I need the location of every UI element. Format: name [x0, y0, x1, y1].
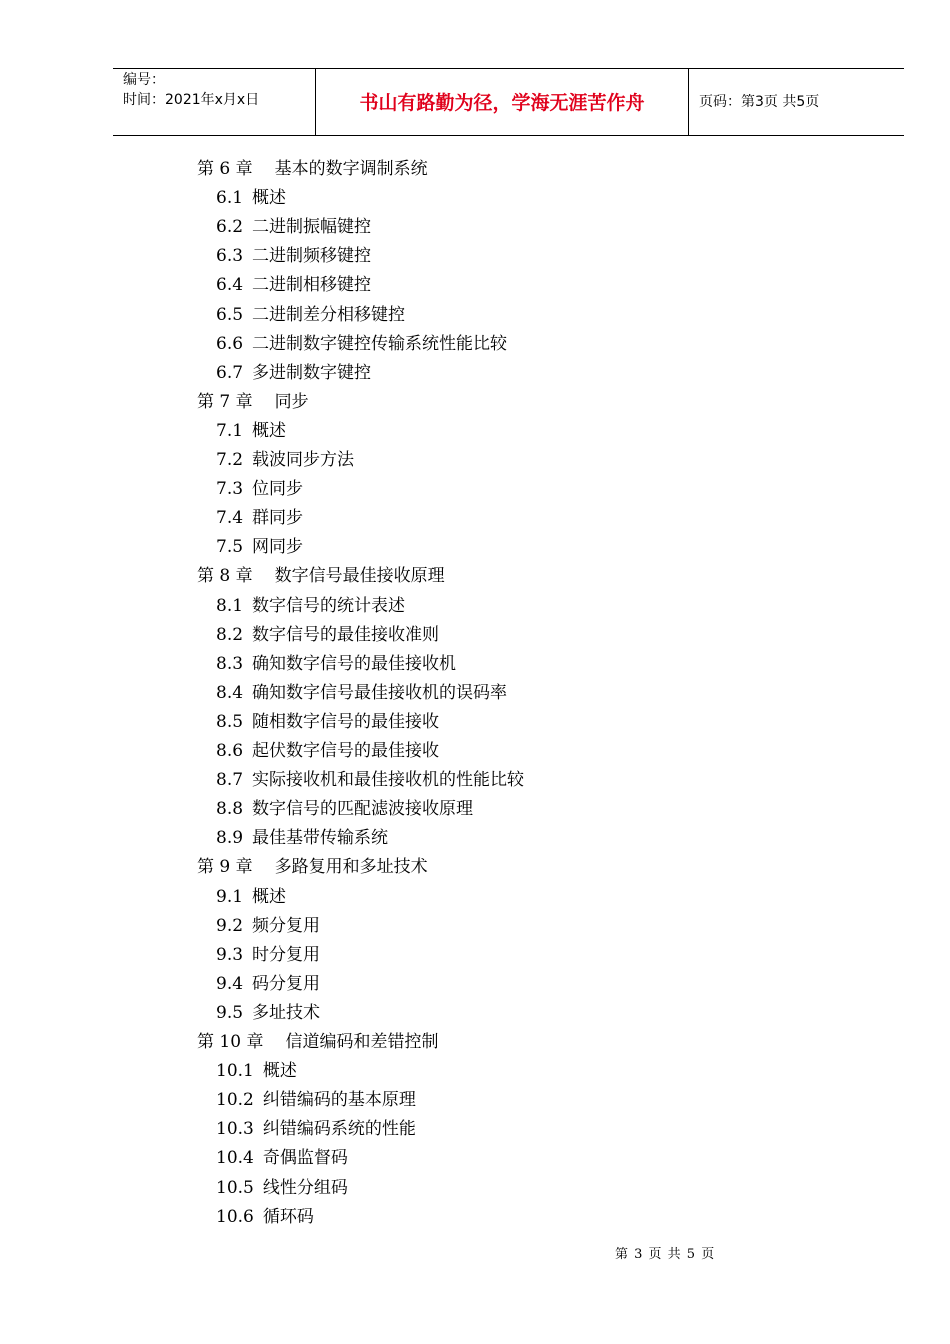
- toc-section-item: [216, 504, 303, 533]
- section-number: 7.2: [216, 450, 244, 470]
- chapter-number: 第 9 章: [197, 857, 253, 878]
- toc-section-item: [216, 941, 320, 970]
- toc-section-item: [216, 1174, 348, 1203]
- section-title: 概述: [262, 1061, 297, 1082]
- section-number: 9.1: [216, 886, 244, 907]
- chapter-number: 第 8 章: [197, 566, 253, 587]
- toc-section-item: [216, 533, 303, 562]
- toc-section-item: [216, 912, 320, 941]
- chapter-title: 基本的数字调制系统: [274, 159, 428, 179]
- section-number: 10.5: [216, 1177, 254, 1198]
- toc-section-item: [216, 475, 303, 504]
- section-number: 6.5: [216, 304, 244, 325]
- section-title: 概述: [252, 886, 287, 907]
- section-number: 7.4: [216, 508, 244, 529]
- section-title: 时分复用: [252, 944, 321, 965]
- toc-chapter-heading: [197, 853, 428, 882]
- toc-chapter-heading: [197, 1028, 438, 1057]
- toc-section-item: [216, 359, 371, 388]
- toc-section-item: [216, 592, 405, 621]
- chapter-title: 信道编码和差错控制: [285, 1032, 439, 1052]
- toc-chapter-heading: [197, 155, 428, 184]
- toc-section-item: [216, 417, 286, 446]
- section-number: 10.6: [216, 1206, 254, 1227]
- section-title: 网同步: [252, 537, 304, 558]
- section-title: 概述: [252, 420, 287, 441]
- header-meta-cell: [113, 69, 315, 135]
- section-title: 二进制振幅键控: [252, 217, 372, 238]
- section-number: 10.1: [216, 1061, 254, 1082]
- page-footer: 第 3 页 共 5 页: [615, 1247, 716, 1262]
- toc-section-item: [216, 1057, 297, 1086]
- section-title: 二进制频移键控: [252, 246, 372, 267]
- section-number: 8.6: [216, 741, 244, 761]
- section-title: 确知数字信号最佳接收机的误码率: [252, 682, 508, 703]
- section-number: 9.5: [216, 1002, 244, 1023]
- section-title: 载波同步方法: [252, 450, 355, 470]
- toc-section-item: [216, 301, 405, 330]
- toc-section-item: [216, 883, 286, 912]
- section-title: 二进制数字键控传输系统性能比较: [252, 333, 508, 354]
- section-title: 循环码: [262, 1206, 314, 1227]
- chapter-title: 多路复用和多址技术: [274, 857, 428, 878]
- document-number-label: 编号：: [123, 72, 165, 88]
- section-number: 8.1: [216, 595, 244, 616]
- toc-section-item: [216, 184, 286, 213]
- toc-section-item: [216, 737, 439, 766]
- header-page-number: 页码：第3页 共5页: [699, 94, 820, 110]
- section-number: 6.1: [216, 188, 244, 209]
- section-title: 数字信号的最佳接收准则: [252, 624, 440, 645]
- section-title: 数字信号的匹配滤波接收原理: [252, 799, 474, 820]
- toc-section-item: [216, 213, 371, 242]
- toc-section-item: [216, 1115, 416, 1144]
- section-title: 多址技术: [252, 1002, 321, 1023]
- section-number: 6.2: [216, 217, 244, 238]
- chapter-number: 第 6 章: [197, 159, 253, 179]
- toc-chapter-heading: [197, 562, 445, 591]
- chapter-number: 第 7 章: [197, 391, 253, 412]
- chapter-number: 第 10 章: [197, 1032, 264, 1052]
- section-title: 二进制差分相移键控: [252, 304, 406, 325]
- section-number: 9.3: [216, 944, 244, 965]
- toc-section-item: [216, 621, 439, 650]
- toc-section-item: [216, 271, 371, 300]
- section-title: 数字信号的统计表述: [252, 595, 406, 616]
- toc-section-item: [216, 708, 439, 737]
- section-number: 9.2: [216, 915, 244, 936]
- section-title: 位同步: [252, 479, 304, 500]
- section-title: 实际接收机和最佳接收机的性能比较: [252, 770, 525, 791]
- section-number: 10.4: [216, 1148, 254, 1169]
- section-number: 6.4: [216, 275, 244, 296]
- section-number: 8.5: [216, 711, 244, 732]
- section-number: 10.2: [216, 1090, 254, 1111]
- section-title: 纠错编码系统的性能: [262, 1119, 416, 1140]
- section-title: 频分复用: [252, 915, 321, 936]
- chapter-title: 同步: [274, 391, 309, 412]
- toc-section-item: [216, 795, 473, 824]
- section-number: 10.3: [216, 1119, 254, 1140]
- toc-section-item: [216, 446, 354, 475]
- header-motto-cell: [315, 69, 689, 135]
- section-title: 确知数字信号的最佳接收机: [252, 653, 457, 674]
- toc-section-item: [216, 1086, 416, 1115]
- section-title: 随相数字信号的最佳接收: [252, 711, 440, 732]
- toc-section-item: [216, 970, 320, 999]
- chapter-title: 数字信号最佳接收原理: [274, 566, 445, 587]
- header-page-cell: [689, 69, 904, 135]
- toc-section-item: [216, 766, 524, 795]
- section-number: 7.1: [216, 420, 244, 441]
- section-title: 多进制数字键控: [252, 362, 372, 383]
- section-number: 6.7: [216, 362, 244, 383]
- section-number: 8.9: [216, 828, 244, 849]
- section-number: 8.4: [216, 682, 244, 703]
- section-title: 二进制相移键控: [252, 275, 372, 296]
- section-number: 9.4: [216, 973, 244, 994]
- toc-section-item: [216, 824, 388, 853]
- toc-section-item: [216, 1203, 314, 1232]
- toc-section-item: [216, 679, 507, 708]
- section-title: 概述: [252, 188, 287, 209]
- section-number: 8.3: [216, 653, 244, 674]
- section-title: 纠错编码的基本原理: [262, 1090, 416, 1111]
- section-number: 6.3: [216, 246, 244, 267]
- section-title: 最佳基带传输系统: [252, 828, 389, 849]
- toc-section-item: [216, 650, 456, 679]
- toc-section-item: [216, 330, 507, 359]
- section-number: 8.7: [216, 770, 244, 791]
- page-header: [113, 68, 904, 136]
- section-number: 7.3: [216, 479, 244, 500]
- document-date-label: 时间：2021年x月x日: [123, 92, 260, 108]
- toc-section-item: [216, 1144, 348, 1173]
- toc-section-item: [216, 242, 371, 271]
- header-motto: 书山有路勤为径，学海无涯苦作舟: [359, 92, 645, 114]
- section-title: 群同步: [252, 508, 304, 529]
- section-title: 奇偶监督码: [262, 1148, 348, 1169]
- section-title: 线性分组码: [262, 1177, 348, 1198]
- toc-chapter-heading: [197, 388, 309, 417]
- section-number: 6.6: [216, 333, 244, 354]
- section-number: 8.2: [216, 624, 244, 645]
- section-title: 码分复用: [252, 973, 321, 994]
- section-number: 8.8: [216, 799, 244, 820]
- toc-section-item: [216, 999, 320, 1028]
- section-number: 7.5: [216, 537, 244, 558]
- section-title: 起伏数字信号的最佳接收: [252, 741, 440, 761]
